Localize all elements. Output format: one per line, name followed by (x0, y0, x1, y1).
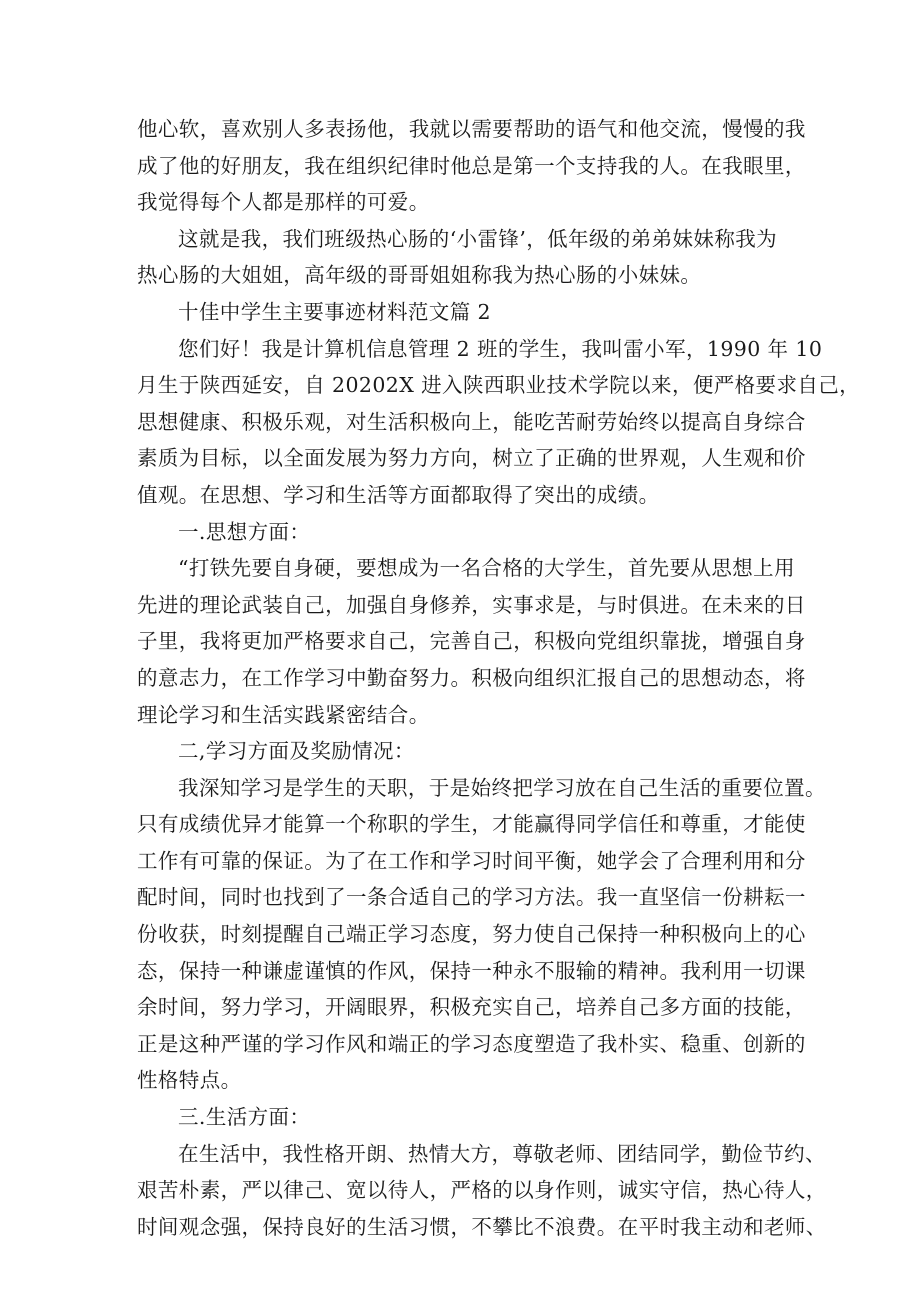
text-line: 热心肠的大姐姐，高年级的哥哥姐姐称我为热心肠的小妹妹。 (137, 263, 702, 288)
text-line: 态，保持一种谦虚谨慎的作风，保持一种永不服输的精神。我利用一切课 (137, 958, 806, 983)
section-heading: 三.生活方面： (178, 1105, 311, 1130)
text-line: 思想健康、积极乐观，对生活积极向上，能吃苦耐劳始终以提高自身综合 (137, 409, 806, 434)
section-heading: 一.思想方面： (178, 519, 311, 544)
text-line: 理论学习和生活实践紧密结合。 (137, 702, 430, 727)
text-line: “打铁先要自身硬，要想成为一名合格的大学生，首先要从思想上用 (178, 556, 795, 581)
text-line: 正是这种严谨的学习作风和端正的学习态度塑造了我朴实、稳重、创新的 (137, 1031, 806, 1056)
document-body (137, 111, 861, 1245)
text-line: 我深知学习是学生的天职，于是始终把学习放在自己生活的重要位置。 (178, 775, 826, 800)
text-line: 艰苦朴素，严以律己、宽以待人，严格的以身作则，诚实守信，热心待人， (137, 1178, 827, 1203)
section-heading: 二,学习方面及奖励情况： (178, 739, 415, 764)
text-line: 素质为目标，以全面发展为努力方向，树立了正确的世界观，人生观和价 (137, 446, 806, 471)
text-line: 份收获，时刻提醒自己端正学习态度，努力使自己保持一种积极向上的心 (137, 922, 806, 947)
text-line: 成了他的好朋友，我在组织纪律时他总是第一个支持我的人。在我眼里， (137, 153, 806, 178)
section-title: 十佳中学生主要事迹材料范文篇 2 (178, 299, 491, 324)
text-line: 工作有可靠的保证。为了在工作和学习时间平衡，她学会了合理利用和分 (137, 848, 806, 873)
text-line: 值观。在思想、学习和生活等方面都取得了突出的成绩。 (137, 482, 660, 507)
text-line: 配时间，同时也找到了一条合适自己的学习方法。我一直坚信一份耕耘一 (137, 885, 806, 910)
text-line: 余时间，努力学习，开阔眼界，积极充实自己，培养自己多方面的技能， (137, 995, 806, 1020)
text-line: 的意志力，在工作学习中勤奋努力。积极向组织汇报自己的思想动态，将 (137, 665, 806, 690)
text-line: 只有成绩优异才能算一个称职的学生，才能赢得同学信任和尊重，才能使 (137, 812, 806, 837)
text-line: 性格特点。 (137, 1068, 242, 1093)
text-line: 这就是我，我们班级热心肠的‘小雷锋’，低年级的弟弟妹妹称我为 (178, 226, 778, 251)
text-line: 他心软，喜欢别人多表扬他，我就以需要帮助的语气和他交流，慢慢的我 (137, 117, 806, 141)
text-line: 子里，我将更加严格要求自己，完善自己，积极向党组织靠拢，增强自身 (137, 629, 806, 654)
text-line: 在生活中，我性格开朗、热情大方，尊敬老师、团结同学，勤俭节约、 (178, 1141, 826, 1166)
text-line: 我觉得每个人都是那样的可爱。 (137, 190, 430, 215)
text-line: 您们好！我是计算机信息管理 2 班的学生，我叫雷小军，1990 年 10 (178, 336, 823, 361)
text-line: 月生于陕西延安，自 20202X 进入陕西职业技术学院以来，便严格要求自己， (137, 373, 861, 398)
text-line: 先进的理论武装自己，加强自身修养，实事求是，与时俱进。在未来的日 (137, 592, 806, 617)
text-line: 时间观念强，保持良好的生活习惯，不攀比不浪费。在平时我主动和老师、 (137, 1214, 827, 1239)
